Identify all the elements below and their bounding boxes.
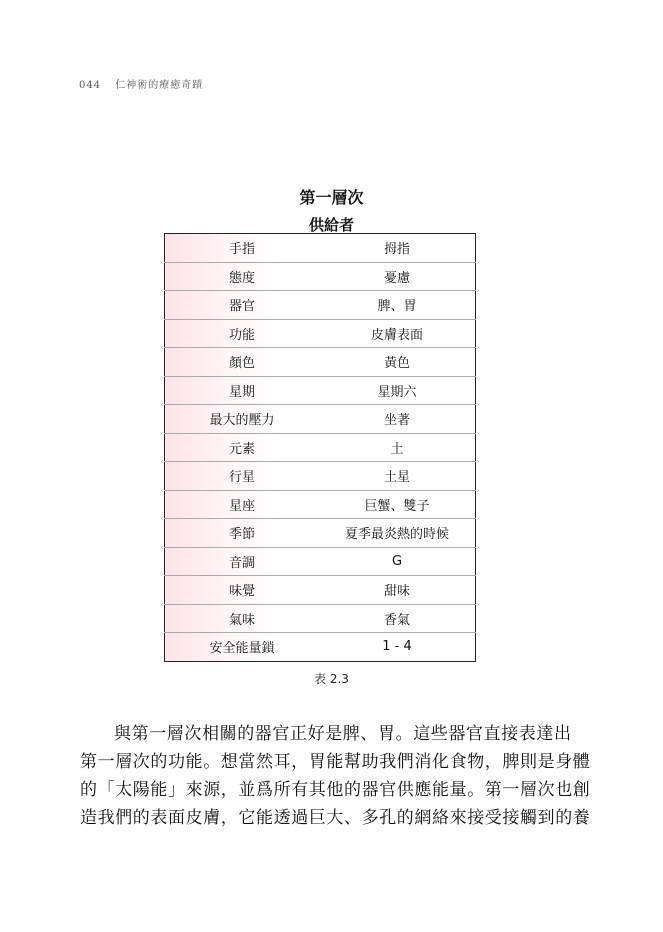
row-value: 巨蟹、雙子 (319, 490, 476, 519)
table-subtitle: 供給者 (308, 216, 354, 234)
table-caption: 表 2.3 (314, 672, 349, 686)
table-row (165, 291, 476, 320)
row-value: 香氣 (319, 604, 476, 633)
row-key: 味覺 (165, 576, 319, 605)
row-value: 星期六 (319, 376, 476, 405)
table-row (165, 576, 476, 605)
row-key: 安全能量鎖 (165, 633, 319, 662)
row-value: 土 (319, 433, 476, 462)
row-key: 顏色 (165, 348, 319, 377)
page-number: 044 (79, 80, 102, 91)
row-value: 憂慮 (319, 262, 476, 291)
table-row (165, 348, 476, 377)
table-row (165, 405, 476, 434)
table-row (165, 519, 476, 548)
table-row (165, 633, 476, 662)
row-key: 氣味 (165, 604, 319, 633)
row-value: 甜味 (319, 576, 476, 605)
row-key: 星座 (165, 490, 319, 519)
row-key: 星期 (165, 376, 319, 405)
row-value: 1 - 4 (319, 633, 476, 662)
table-row (165, 376, 476, 405)
row-key: 手指 (165, 234, 319, 263)
row-value: 黃色 (319, 348, 476, 377)
row-key: 功能 (165, 319, 319, 348)
table-title: 第一層次 (299, 188, 364, 207)
row-value: 脾、胃 (319, 291, 476, 320)
paragraph-line: 的「太陽能」來源，並爲所有其他的器官供應能量。第一層次也創 (80, 780, 591, 800)
row-key: 音調 (165, 547, 319, 576)
table-row (165, 547, 476, 576)
row-value: 坐著 (319, 405, 476, 434)
book-title: 仁神術的療癒奇蹟 (115, 80, 204, 91)
attributes-table (164, 233, 476, 662)
paragraph-line: 第一層次的功能。想當然耳，胃能幫助我們消化食物，脾則是身體 (80, 752, 591, 772)
row-value: 拇指 (319, 234, 476, 263)
table-row (165, 462, 476, 491)
row-value: 皮膚表面 (319, 319, 476, 348)
body-paragraph (80, 720, 590, 832)
table-row (165, 490, 476, 519)
row-key: 季節 (165, 519, 319, 548)
table-row (165, 319, 476, 348)
row-key: 最大的壓力 (165, 405, 319, 434)
table-row (165, 262, 476, 291)
running-header (79, 76, 203, 91)
row-key: 態度 (165, 262, 319, 291)
table-row (165, 604, 476, 633)
row-key: 元素 (165, 433, 319, 462)
row-key: 器官 (165, 291, 319, 320)
table-row (165, 433, 476, 462)
row-value: G (319, 547, 476, 576)
paragraph-line: 與第一層次相關的器官正好是脾、胃。這些器官直接表達出 (114, 724, 572, 744)
row-value: 土星 (319, 462, 476, 491)
paragraph-line: 造我們的表面皮膚，它能透過巨大、多孔的網絡來接受接觸到的養 (80, 808, 591, 828)
row-key: 行星 (165, 462, 319, 491)
table-row (165, 234, 476, 263)
row-value: 夏季最炎熱的時候 (319, 519, 476, 548)
